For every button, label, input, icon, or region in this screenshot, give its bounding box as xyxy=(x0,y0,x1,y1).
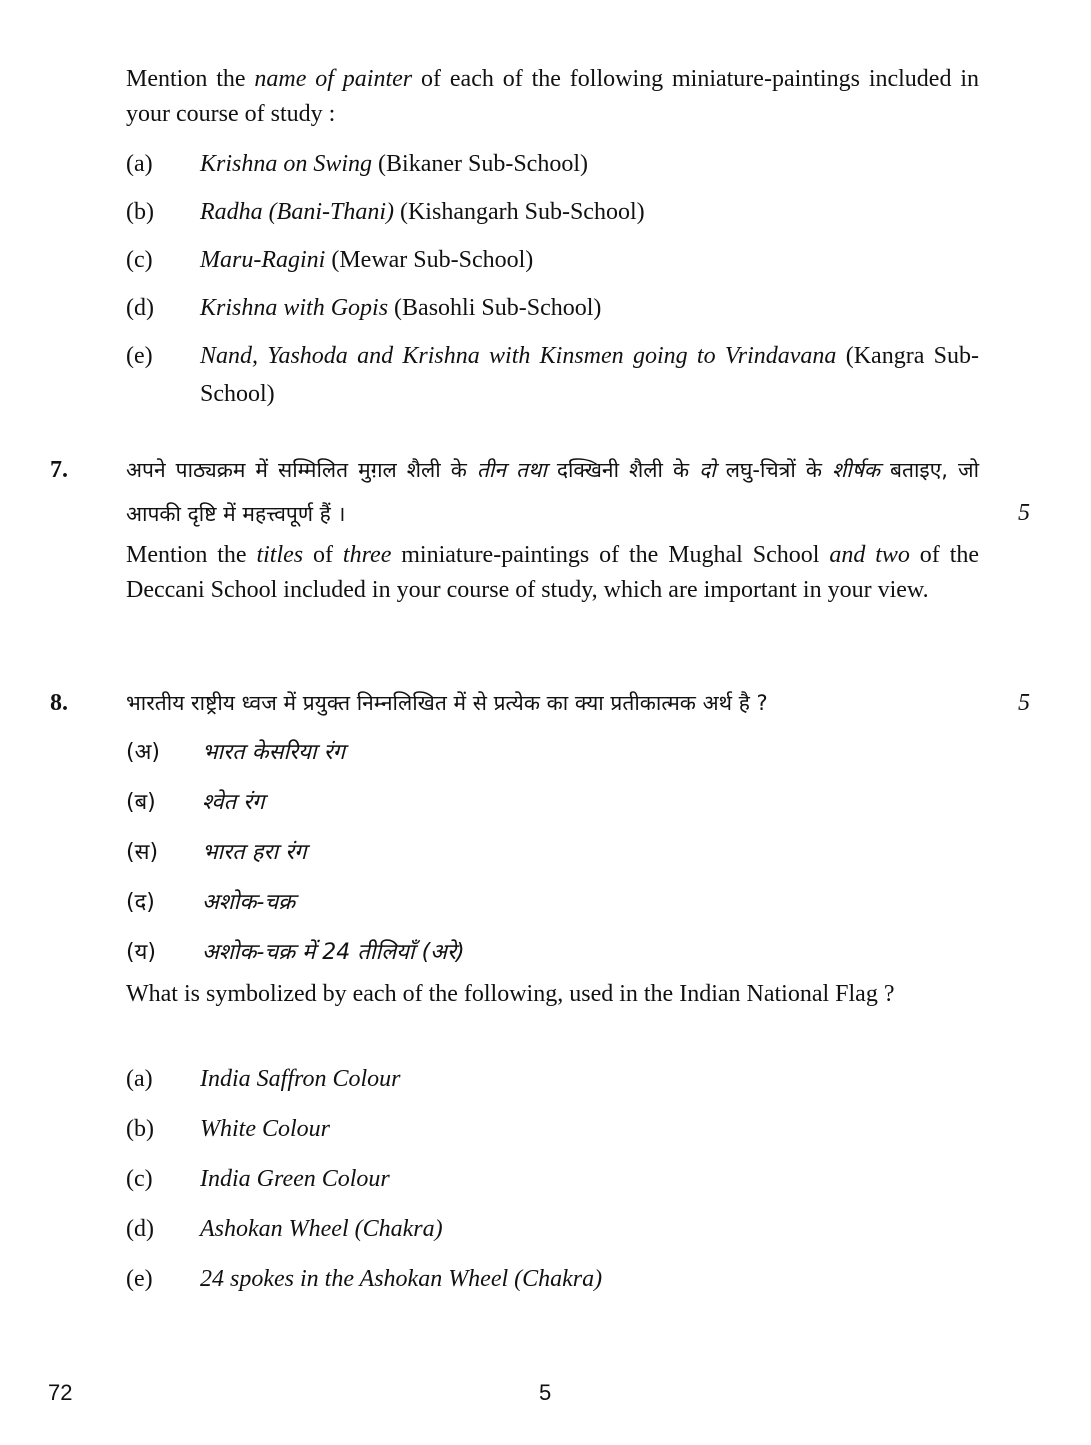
q7-hindi-em: शीर्षक xyxy=(831,458,880,482)
q6-intro-text: Mention the xyxy=(126,66,255,92)
q7-en-text: Mention the xyxy=(126,542,257,568)
item-text: India Saffron Colour xyxy=(200,1066,401,1092)
q7-hindi-em: तीन तथा xyxy=(476,458,547,482)
question-number: 8. xyxy=(50,690,68,716)
item-label: (य) xyxy=(126,940,156,965)
item-text xyxy=(200,289,979,327)
item-label: (c) xyxy=(126,247,153,273)
item-text xyxy=(200,145,979,183)
item-label: (d) xyxy=(126,1216,154,1242)
item-label: (e) xyxy=(126,343,153,369)
painting-title: Radha (Bani-Thani) xyxy=(200,199,394,225)
painting-title: Krishna on Swing xyxy=(200,151,373,177)
item-label: (अ) xyxy=(126,740,160,765)
q8-english-question: What is symbolized by each of the following, used in the Indian National Flag ? xyxy=(126,981,895,1007)
question-marks: 5 xyxy=(1018,500,1030,526)
item-text: India Green Colour xyxy=(200,1166,390,1192)
q6-intro-emphasis: name of painter xyxy=(254,66,413,92)
painting-title: Krishna with Gopis xyxy=(200,295,389,321)
q7-hindi xyxy=(126,448,979,536)
q7-hindi-em: दो xyxy=(699,458,716,482)
item-label: (ब) xyxy=(126,790,156,815)
item-text xyxy=(200,193,979,231)
paper-code: 72 xyxy=(48,1380,73,1405)
item-text: श्वेत रंग xyxy=(202,790,265,815)
q7-en-em: three xyxy=(342,542,392,568)
q7-english xyxy=(126,538,979,608)
q7-hindi-text: बताइए, जो आपकी दृष्टि में महत्त्वपूर्ण हैं । xyxy=(126,458,980,526)
page-number: 5 xyxy=(539,1380,552,1405)
item-label: (d) xyxy=(126,295,154,321)
item-label: (b) xyxy=(126,199,154,225)
q6-intro-text-2: of each of the following miniature-paintings included in your course of study : xyxy=(126,66,979,127)
item-label: (a) xyxy=(126,151,153,177)
painting-title: Maru-Ragini xyxy=(200,247,326,273)
painting-school: (Kishangarh Sub-School) xyxy=(393,199,645,225)
item-text: भारत हरा रंग xyxy=(202,840,307,865)
painting-school: (Basohli Sub-School) xyxy=(388,295,602,321)
item-label: (e) xyxy=(126,1266,153,1292)
painting-school: (Kangra Sub-School) xyxy=(200,343,979,407)
item-text: White Colour xyxy=(200,1116,330,1142)
item-label: (b) xyxy=(126,1116,154,1142)
item-text: अशोक-चक्र में 24 तीलियाँ (अरे) xyxy=(202,940,465,965)
q7-hindi-text: लघु-चित्रों के xyxy=(715,458,832,482)
item-label: (a) xyxy=(126,1066,153,1092)
q7-hindi-text: अपने पाठ्यक्रम में सम्मिलित मुग़ल शैली के xyxy=(126,458,477,482)
item-label: (c) xyxy=(126,1166,153,1192)
question-marks: 5 xyxy=(1018,690,1030,716)
item-text: भारत केसरिया रंग xyxy=(202,740,345,765)
item-text xyxy=(200,241,979,279)
q7-en-em: titles xyxy=(256,542,304,568)
q6-intro xyxy=(126,62,979,132)
item-text xyxy=(200,337,979,413)
item-label: (स) xyxy=(126,840,159,865)
item-text: 24 spokes in the Ashokan Wheel (Chakra) xyxy=(200,1266,603,1292)
item-label: (द) xyxy=(126,890,155,915)
item-text: Ashokan Wheel (Chakra) xyxy=(200,1216,443,1242)
painting-school: (Bikaner Sub-School) xyxy=(372,151,588,177)
q8-hindi-question: भारतीय राष्ट्रीय ध्वज में प्रयुक्त निम्नलिखित में से प्रत्येक का क्या प्रतीकात्मक अर्थ है ? xyxy=(126,691,768,715)
q7-en-em: and two xyxy=(829,542,910,568)
question-number: 7. xyxy=(50,457,68,483)
q7-en-text: miniature-paintings of the Mughal School xyxy=(391,542,830,568)
painting-title: Nand, Yashoda and Krishna with Kinsmen going to Vrindavana xyxy=(200,343,837,369)
painting-school: (Mewar Sub-School) xyxy=(325,247,534,273)
q7-hindi-text: दक्खिनी शैली के xyxy=(546,458,700,482)
item-text: अशोक-चक्र xyxy=(202,890,296,915)
q7-en-text: of xyxy=(303,542,343,568)
q7-en-text: of the Deccani School included in your course of study, which are important in your view. xyxy=(126,542,980,603)
